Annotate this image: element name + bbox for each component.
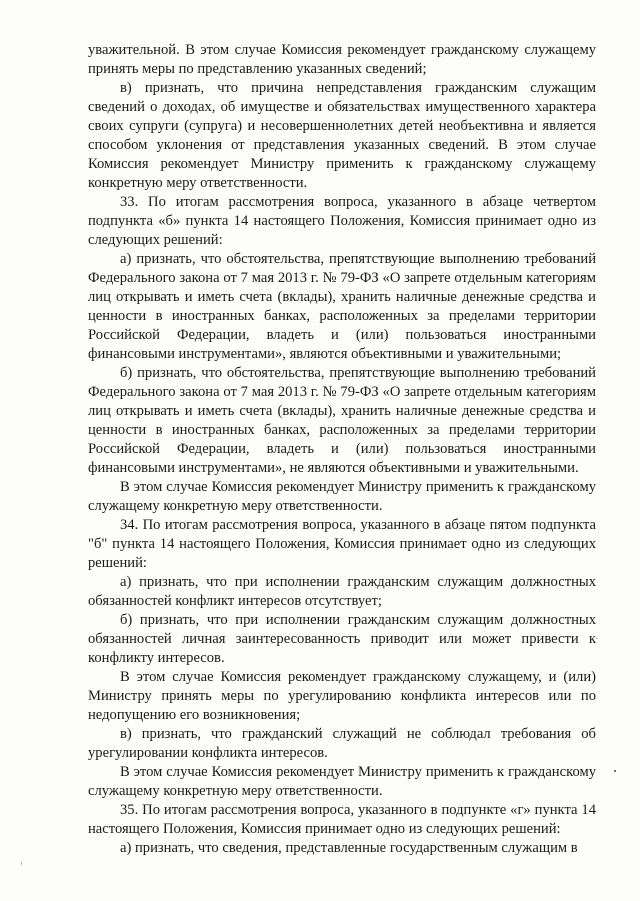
scan-speck: [596, 638, 598, 639]
scan-speck: [614, 770, 616, 772]
scan-speck: [21, 862, 22, 865]
paragraph-34-b: б) признать, что при исполнении гражданским служащим должностных обязанностей личная заинтересованность приводит или может привести к конфликту интересов.: [88, 612, 596, 666]
paragraph-33-a: а) признать, что обстоятельства, препятствующие выполнению требований Федерального закона от 7 мая 2013 г. № 79-ФЗ «О запрете отдельным категориям лиц открывать и иметь счета (вклады), хранить наличные денежные средства и ценности в иностранных банках, расположенных за пределами территории Российской Федерации, владеть и (или) пользоваться иностранными финансовыми инструментами», являются объективными и уважительными;: [88, 251, 596, 362]
paragraph-35: 35. По итогам рассмотрения вопроса, указанного в подпункте «г» пункта 14 настоящего Положения, Комиссия принимает одно из следующих решений:: [88, 802, 596, 837]
paragraph-33: 33. По итогам рассмотрения вопроса, указанного в абзаце четвертом подпункта «б» пункта 14 настоящего Положения, Комиссия принимает одно из следующих решений:: [88, 194, 596, 248]
paragraph-34: 34. По итогам рассмотрения вопроса, указанного в абзаце пятом подпункта "б" пункта 14 настоящего Положения, Комиссия принимает одно из следующих решений:: [88, 517, 596, 571]
document-body: [88, 41, 596, 858]
paragraph-34-v-consequence: В этом случае Комиссия рекомендует Министру применить к гражданскому служащему конкретную меру ответственности.: [88, 764, 596, 799]
paragraph-34-a: а) признать, что при исполнении гражданским служащим должностных обязанностей конфликт интересов отсутствует;: [88, 574, 596, 609]
paragraph-33-consequence: В этом случае Комиссия рекомендует Министру применить к гражданскому служащему конкретную меру ответственности.: [88, 479, 596, 514]
paragraph-continuation: уважительной. В этом случае Комиссия рекомендует гражданскому служащему принять меры по представлению указанных сведений;: [88, 42, 596, 77]
paragraph-34-b-consequence: В этом случае Комиссия рекомендует гражданскому служащему, и (или) Министру принять меры по урегулированию конфликта интересов или по недопущению его возникновения;: [88, 669, 596, 723]
paragraph-34-v: в) признать, что гражданский служащий не соблюдал требования об урегулировании конфликта интересов.: [88, 726, 596, 761]
paragraph-32-v: в) признать, что причина непредставления гражданским служащим сведений о доходах, об имуществе и обязательствах имущественного характера своих супруги (супруга) и несовершеннолетних детей необъективна и является способом уклонения от представления указанных сведений. В этом случае Комиссия рекомендует Министру применить к гражданскому служащему конкретную меру ответственности.: [88, 80, 596, 191]
paragraph-33-b: б) признать, что обстоятельства, препятствующие выполнению требований Федерального закона от 7 мая 2013 г. № 79-ФЗ «О запрете отдельным категориям лиц открывать и иметь счета (вклады), хранить наличные денежные средства и ценности в иностранных банках, расположенных за пределами территории Российской Федерации, владеть и (или) пользоваться иностранными финансовыми инструментами», не являются объективными и уважительными.: [88, 365, 596, 476]
paragraph-35-a: а) признать, что сведения, представленные государственным служащим в: [120, 840, 578, 856]
